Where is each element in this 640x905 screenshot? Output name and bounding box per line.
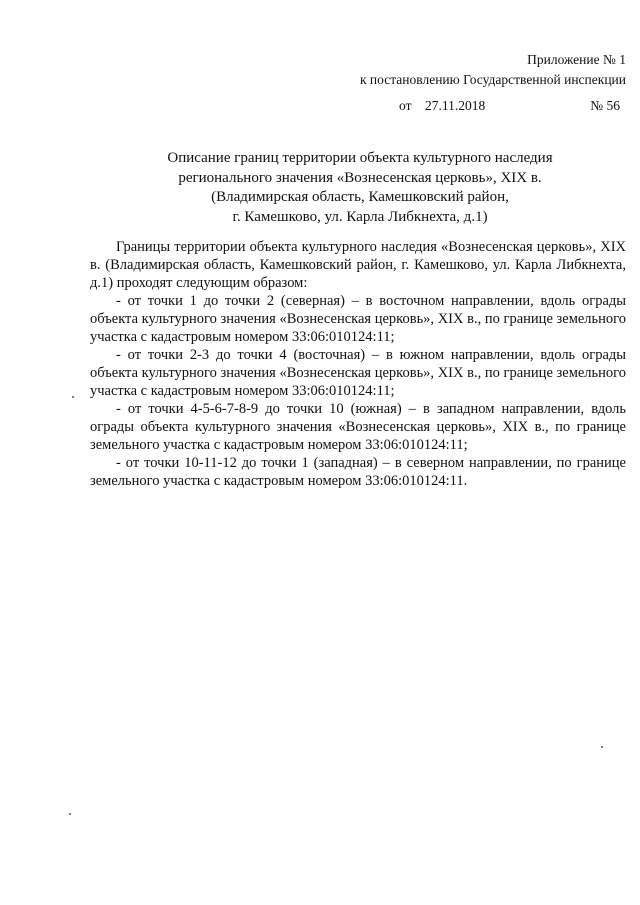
- document-date: [399, 98, 485, 114]
- title-line-1: Описание границ территории объекта культурного наследия: [167, 150, 553, 166]
- date-value: 27.11.2018: [424, 98, 486, 113]
- document-number: № 56: [590, 98, 620, 113]
- appendix-header: [360, 50, 626, 90]
- appendix-reference: к постановлению Государственной инспекции: [360, 72, 626, 87]
- document-body: [90, 238, 626, 490]
- scan-speck: [601, 746, 603, 748]
- title-line-4: г. Камешково, ул. Карла Либкнехта, д.1): [232, 208, 488, 225]
- boundary-item-west: - от точки 10-11-12 до точки 1 (западная) – в северном направлении, по границе земельного участка с кадастровым номером 33:06:010124:11.: [90, 455, 626, 489]
- boundary-item-north: - от точки 1 до точки 2 (северная) – в восточном направлении, вдоль ограды объекта культурного значения «Вознесенская церковь», XIX в., по границе земельного участка с кадастровым номером 33:06:010124:11;: [90, 293, 626, 345]
- title-line-3: (Владимирская область, Камешковский район,: [211, 189, 509, 205]
- appendix-title: Приложение № 1: [527, 52, 626, 67]
- scan-speck: [69, 813, 71, 815]
- scan-speck: [72, 396, 74, 398]
- boundary-item-south: - от точки 4-5-6-7-8-9 до точки 10 (южная) – в западном направлении, вдоль ограды объекта культурного значения «Вознесенская церковь», XIX в., по границе земельного участка с кадастровым номером 33:06:010124:11;: [90, 401, 626, 453]
- document-title: [120, 149, 600, 227]
- title-line-2: регионального значения «Вознесенская церковь», XIX в.: [178, 169, 542, 186]
- date-prefix: от: [399, 98, 412, 113]
- intro-paragraph: Границы территории объекта культурного наследия «Вознесенская церковь», XIX в. (Владимирская область, Камешковский район, г. Камешково, ул. Карла Либкнехта, д.1) проходят следующим образом:: [90, 239, 626, 291]
- boundary-item-east: - от точки 2-3 до точки 4 (восточная) – в южном направлении, вдоль ограды объекта культурного значения «Вознесенская церковь», XIX в., по границе земельного участка с кадастровым номером 33:06:010124:11;: [90, 347, 626, 399]
